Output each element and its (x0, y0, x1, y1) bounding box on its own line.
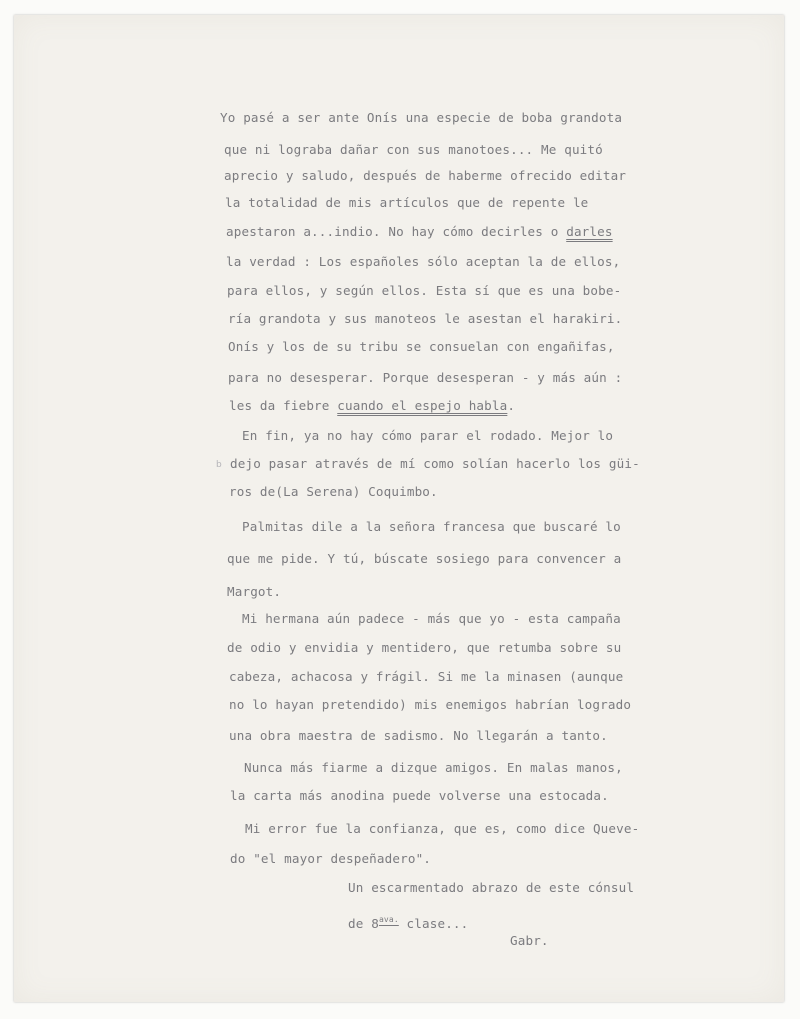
letter-line: Nunca más fiarme a dizque amigos. En malas manos, (244, 760, 623, 775)
letter-line: Palmitas dile a la señora francesa que buscaré lo (242, 519, 621, 534)
letter-line: para ellos, y según ellos. Esta sí que es una bobe- (227, 283, 622, 298)
underlined-darles: darles (566, 224, 613, 239)
signature: Gabr. (510, 933, 549, 948)
letter-line: Margot. (227, 584, 282, 599)
margin-mark: b (216, 460, 222, 470)
letter-closing (348, 912, 468, 932)
line-period: . (507, 398, 516, 413)
letter-line: de odio y envidia y mentidero, que retumba sobre su (227, 640, 622, 655)
letter-line: cabeza, achacosa y frágil. Si me la minasen (aunque (229, 669, 624, 684)
letter-line: una obra maestra de sadismo. No llegarán a tanto. (229, 728, 608, 743)
letter-line: Yo pasé a ser ante Onís una especie de boba grandota (220, 110, 623, 125)
underlined-phrase: cuando el espejo habla (337, 398, 508, 413)
letter-line: la carta más anodina puede volverse una estocada. (230, 788, 609, 803)
letter-line-text: clase... (398, 916, 469, 931)
letter-line: que ni lograba dañar con sus manotoes... Me quitó (224, 142, 603, 157)
letter-line: la totalidad de mis artículos que de repente le (225, 195, 589, 210)
letter-line-text: apestaron a...indio. No hay cómo decirles o (226, 224, 567, 239)
letter-line: Onís y los de su tribu se consuelan con engañifas, (228, 339, 615, 354)
letter-line: para no desesperar. Porque desesperan - y más aún : (228, 370, 623, 385)
letter-line: no lo hayan pretendido) mis enemigos habrían logrado (229, 697, 632, 712)
letter-line-text: les da fiebre (229, 398, 338, 413)
letter-line: dejo pasar através de mí como solían hacerlo los güi- (230, 456, 640, 471)
letter-line: ros de(La Serena) Coquimbo. (229, 484, 438, 499)
letter-line-text: de 8 (348, 916, 379, 931)
letter-body (14, 15, 784, 1002)
letter-line: En fin, ya no hay cómo parar el rodado. Mejor lo (242, 428, 614, 443)
superscript-ava: ava. (378, 915, 399, 924)
letter-line: Mi error fue la confianza, que es, como dice Queve- (245, 821, 640, 836)
letter-line: aprecio y saludo, después de haberme ofrecido editar (224, 168, 627, 183)
letter-line: do "el mayor despeñadero". (230, 851, 432, 866)
letter-line: la verdad : Los españoles sólo aceptan la de ellos, (226, 254, 621, 269)
letter-line (226, 224, 613, 240)
letter-line: Mi hermana aún padece - más que yo - esta campaña (242, 611, 621, 626)
letter-line: ría grandota y sus manoteos le asestan el harakiri. (228, 311, 623, 326)
typed-letter-page (14, 15, 784, 1002)
letter-closing: Un escarmentado abrazo de este cónsul (348, 880, 635, 895)
letter-line: que me pide. Y tú, búscate sosiego para convencer a (227, 551, 622, 566)
letter-line (229, 398, 515, 414)
